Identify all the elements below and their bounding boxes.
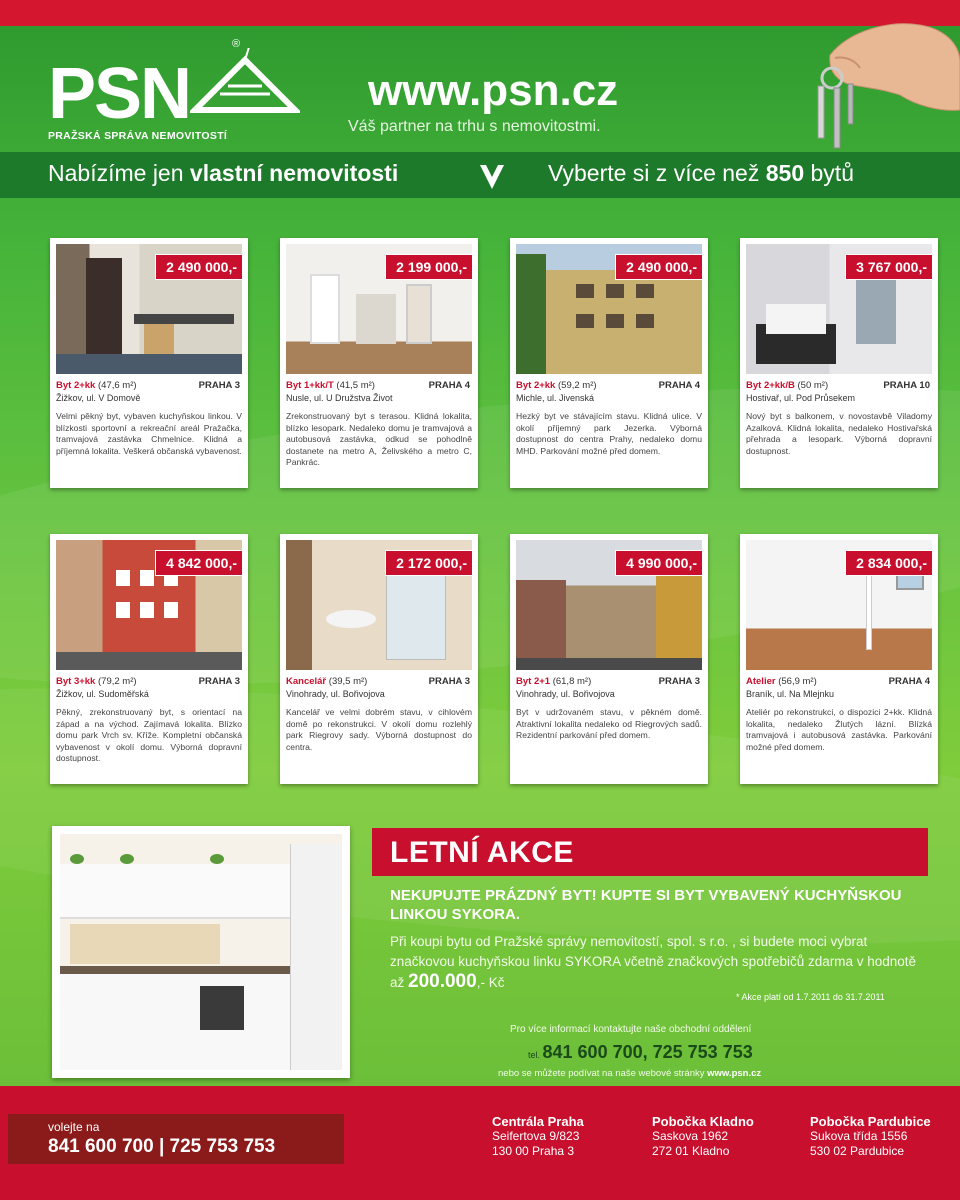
listing-description: Kancelář ve velmi dobrém stavu, v cihlovém domě po rekonstrukci. V okolí domu rozlehlý park Riegrovy sady. Výborná dostupnost do centra. — [286, 707, 472, 752]
promo-note: * Akce platí od 1.7.2011 do 31.7.2011 — [736, 992, 885, 1002]
promo-header — [372, 828, 928, 876]
listing-address: Žižkov, ul. Sudoměřská — [56, 689, 149, 699]
price-badge: 2 834 000,- — [845, 550, 932, 576]
price-badge: 4 842 000,- — [155, 550, 242, 576]
listing-photo — [746, 244, 932, 374]
listing-card[interactable] — [280, 534, 478, 784]
listing-title: Byt 1+kk/T (41,5 m²) PRAHA 4 — [286, 380, 470, 391]
listing-description: Hezký byt ve stávajícím stavu. Klidná ulice. V okolí příjemný park Jezerka. Výborná dostupnost do centra Prahy, nedaleko domu MHD. Parkování možné před domem. — [516, 411, 702, 456]
listing-card[interactable] — [510, 238, 708, 488]
logo-subtitle: PRAŽSKÁ SPRÁVA NEMOVITOSTÍ — [48, 130, 228, 142]
branch-kladno: Pobočka Kladno Saskova 1962 272 01 Kladno — [652, 1114, 754, 1158]
listing-title: Byt 2+kk/B (50 m²) PRAHA 10 — [746, 380, 930, 391]
registered-mark: ® — [232, 38, 241, 50]
listing-photo — [516, 244, 702, 374]
listing-description: Velmi pěkný byt, vybaven kuchyňskou linkou. V blízkosti sportovní a rekreační areál Pražačka, tramvajová zastávka Chmelnice. Klidná a příjemná lokalita. Veškerá občanská vybavenost. — [56, 411, 242, 456]
listing-photo — [56, 540, 242, 670]
headline-strip — [0, 152, 960, 198]
listing-photo — [516, 540, 702, 670]
listing-description: Ateliér po rekonstrukci, o dispozici 2+kk. Klidná lokalita, nedaleko Žlutých lázní. Blízká tramvajová i autobusová zastávka. Parkování možné před domem. — [746, 707, 932, 752]
listing-address: Vinohrady, ul. Bořivojova — [286, 689, 385, 699]
promo-contact: Pro více informací kontaktujte naše obchodní oddělení — [510, 1024, 752, 1035]
strip-left-text: Nabízíme jen vlastní nemovitosti — [48, 160, 399, 186]
promo-title: LETNÍ AKCE — [390, 836, 574, 869]
listing-photo — [746, 540, 932, 670]
listing-title: Kancelář (39,5 m²) PRAHA 3 — [286, 676, 470, 687]
listing-title: Byt 3+kk (79,2 m²) PRAHA 3 — [56, 676, 240, 687]
listing-card[interactable] — [50, 534, 248, 784]
footer-call-label: volejte na — [48, 1120, 100, 1134]
promo-subtitle: NEKUPUJTE PRÁZDNÝ BYT! KUPTE SI BYT VYBAVENÝ KUCHYŇSKOU LINKOU SYKORA. — [390, 887, 902, 923]
listing-description: Pěkný, zrekonstruovaný byt, s orientací na západ a na východ. Zajímavá lokalita. Blízko domu park Vrch sv. Kříže. Kompletní občanská vybavenost v okolí domu. Výborná dopravní dostupnost. — [56, 707, 242, 763]
listing-photo — [56, 244, 242, 374]
listing-address: Braník, ul. Na Mlejnku — [746, 689, 835, 699]
price-badge: 2 172 000,- — [385, 550, 472, 576]
price-badge: 2 490 000,- — [155, 254, 242, 280]
price-badge: 3 767 000,- — [845, 254, 932, 280]
tagline: Váš partner na trhu s nemovitostmi. — [348, 118, 601, 135]
listing-address: Vinohrady, ul. Bořivojova — [516, 689, 615, 699]
logo-text: PSN — [48, 54, 191, 134]
footer-phone[interactable]: 841 600 700 | 725 753 753 — [48, 1136, 276, 1157]
psn-logo[interactable] — [48, 38, 241, 142]
listing-address: Žižkov, ul. V Domově — [56, 393, 141, 403]
promo-text: Při koupi bytu od Pražské správy nemovitostí, spol. s r.o. , si budete moci vybrat značkovou kuchyňskou linku SYKORA včetně značkových spotřebičů zdarma v hodnotě až 200.000,- Kč — [390, 934, 917, 992]
promo-phone[interactable]: tel. 841 600 700, 725 753 753 — [528, 1042, 753, 1062]
promo-web[interactable]: nebo se můžete podívat na naše webové stránky www.psn.cz — [498, 1068, 762, 1079]
listing-card[interactable] — [280, 238, 478, 488]
kitchen-photo — [52, 826, 350, 1078]
listing-photo — [286, 540, 472, 670]
branch-pardubice: Pobočka Pardubice Sukova třída 1556 530 02 Pardubice — [810, 1114, 931, 1158]
price-badge: 2 199 000,- — [385, 254, 472, 280]
branch-praha: Centrála Praha Seifertova 9/823 130 00 Praha 3 — [492, 1114, 584, 1158]
listing-card[interactable] — [740, 238, 938, 488]
listing-description: Zrekonstruovaný byt s terasou. Klidná lokalita, blízko lesopark. Nedaleko domu je tramvajová a autobusová zastávka, odkud se pohodlně dostanete na metro A, Želivského a metro C, Pankrác. — [286, 411, 472, 467]
website-url[interactable]: www.psn.cz — [368, 66, 619, 115]
hand-with-keys-icon — [790, 0, 960, 160]
listing-address: Hostivař, ul. Pod Průsekem — [746, 393, 856, 403]
listing-title: Byt 2+kk (47,6 m²) PRAHA 3 — [56, 380, 240, 391]
price-badge: 4 990 000,- — [615, 550, 702, 576]
logo-roof-icon — [190, 48, 300, 118]
listing-card[interactable] — [740, 534, 938, 784]
listing-description: Nový byt s balkonem, v novostavbě Viladomy Azalková. Klidná lokalita, nedaleko Hostivařská přehrada a lesopark. Výborná dopravní dostupnost. — [746, 411, 932, 456]
listing-card[interactable] — [50, 238, 248, 488]
listing-address: Nusle, ul. U Družstva Život — [286, 393, 393, 403]
listing-title: Atelier (56,9 m²) PRAHA 4 — [746, 676, 930, 687]
listing-photo — [286, 244, 472, 374]
listing-address: Michle, ul. Jivenská — [516, 393, 595, 403]
listing-description: Byt v udržovaném stavu, v pěkném domě. Atraktivní lokalita nedaleko od Riegrových sadů. Rezidentní parkování před domem. — [516, 707, 702, 740]
chevron-down-icon — [480, 165, 504, 189]
strip-right-text: Vyberte si z více než 850 bytů — [548, 160, 854, 186]
listing-title: Byt 2+1 (61,8 m²) PRAHA 3 — [516, 676, 700, 687]
listing-title: Byt 2+kk (59,2 m²) PRAHA 4 — [516, 380, 700, 391]
listing-card[interactable] — [510, 534, 708, 784]
price-badge: 2 490 000,- — [615, 254, 702, 280]
